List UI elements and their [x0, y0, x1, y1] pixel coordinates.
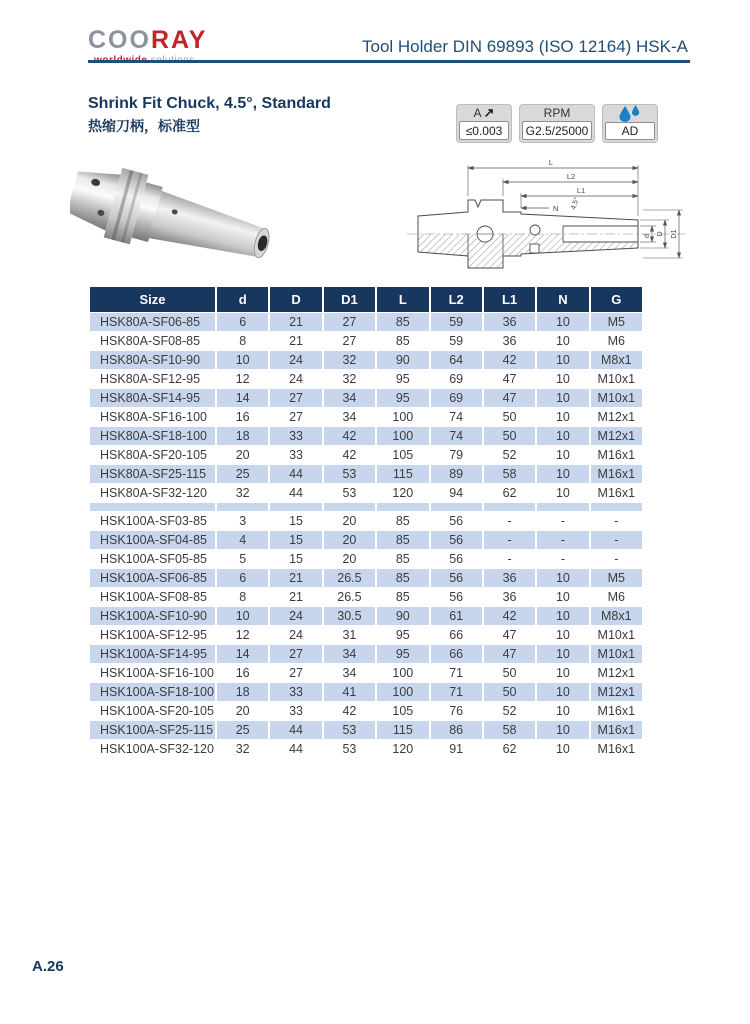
column-header-L2: L2: [431, 287, 482, 312]
value-cell: 95: [377, 389, 428, 407]
spacer-cell: [217, 503, 268, 511]
value-cell: M5: [591, 313, 642, 331]
value-cell: 36: [484, 332, 535, 350]
table-row: [90, 588, 642, 606]
value-cell: 10: [217, 351, 268, 369]
size-cell: HSK100A-SF32-120: [90, 740, 215, 758]
value-cell: 53: [324, 740, 375, 758]
value-cell: 4: [217, 531, 268, 549]
value-cell: 66: [431, 626, 482, 644]
table-row: [90, 550, 642, 568]
value-cell: 10: [537, 645, 588, 663]
size-cell: HSK80A-SF25-115: [90, 465, 215, 483]
value-cell: M12x1: [591, 664, 642, 682]
badge-rpm-top: [520, 105, 594, 121]
value-cell: 42: [324, 702, 375, 720]
value-cell: 115: [377, 721, 428, 739]
value-cell: -: [484, 512, 535, 530]
value-cell: 89: [431, 465, 482, 483]
value-cell: 74: [431, 427, 482, 445]
value-cell: 30.5: [324, 607, 375, 625]
value-cell: -: [591, 512, 642, 530]
size-cell: HSK100A-SF06-85: [90, 569, 215, 587]
value-cell: 14: [217, 389, 268, 407]
value-cell: 100: [377, 427, 428, 445]
value-cell: 20: [217, 446, 268, 464]
table-row: [90, 484, 642, 502]
value-cell: 50: [484, 664, 535, 682]
group-spacer-row: [90, 503, 642, 511]
value-cell: 44: [270, 484, 321, 502]
size-cell: HSK100A-SF16-100: [90, 664, 215, 682]
value-cell: 25: [217, 721, 268, 739]
value-cell: 94: [431, 484, 482, 502]
value-cell: 62: [484, 740, 535, 758]
column-header-D: D: [270, 287, 321, 312]
value-cell: -: [591, 531, 642, 549]
value-cell: 50: [484, 683, 535, 701]
value-cell: 105: [377, 446, 428, 464]
size-cell: HSK80A-SF12-95: [90, 370, 215, 388]
value-cell: 21: [270, 569, 321, 587]
value-cell: 31: [324, 626, 375, 644]
column-header-L: L: [377, 287, 428, 312]
value-cell: 95: [377, 370, 428, 388]
value-cell: 42: [484, 351, 535, 369]
value-cell: 27: [324, 332, 375, 350]
spacer-cell: [537, 503, 588, 511]
table-row: [90, 465, 642, 483]
value-cell: 25: [217, 465, 268, 483]
table-row: [90, 370, 642, 388]
value-cell: 52: [484, 702, 535, 720]
size-cell: HSK80A-SF06-85: [90, 313, 215, 331]
table-header-row: [90, 287, 642, 312]
value-cell: 34: [324, 645, 375, 663]
value-cell: 59: [431, 313, 482, 331]
value-cell: 5: [217, 550, 268, 568]
value-cell: 56: [431, 512, 482, 530]
value-cell: 42: [324, 427, 375, 445]
size-cell: HSK100A-SF14-95: [90, 645, 215, 663]
value-cell: 10: [537, 351, 588, 369]
table-row: [90, 408, 642, 426]
value-cell: 10: [537, 389, 588, 407]
dim-label-angle: 4.5°: [570, 196, 581, 211]
value-cell: -: [537, 512, 588, 530]
value-cell: 10: [537, 607, 588, 625]
value-cell: 34: [324, 664, 375, 682]
value-cell: 56: [431, 550, 482, 568]
value-cell: 61: [431, 607, 482, 625]
value-cell: 10: [537, 683, 588, 701]
spec-table-body: [90, 313, 642, 758]
value-cell: -: [537, 550, 588, 568]
value-cell: 18: [217, 683, 268, 701]
value-cell: M10x1: [591, 389, 642, 407]
product-photo: [70, 150, 312, 286]
table-row: [90, 607, 642, 625]
value-cell: 47: [484, 370, 535, 388]
size-cell: HSK80A-SF32-120: [90, 484, 215, 502]
table-row: [90, 721, 642, 739]
size-cell: HSK80A-SF18-100: [90, 427, 215, 445]
value-cell: 16: [217, 664, 268, 682]
value-cell: 90: [377, 607, 428, 625]
dim-label-L1: L1: [576, 186, 586, 195]
column-header-N: N: [537, 287, 588, 312]
spacer-cell: [591, 503, 642, 511]
value-cell: M16x1: [591, 721, 642, 739]
value-cell: M16x1: [591, 446, 642, 464]
size-cell: HSK100A-SF08-85: [90, 588, 215, 606]
value-cell: 47: [484, 389, 535, 407]
table-row: [90, 389, 642, 407]
value-cell: M8x1: [591, 351, 642, 369]
value-cell: 47: [484, 645, 535, 663]
value-cell: -: [537, 531, 588, 549]
value-cell: 10: [537, 313, 588, 331]
table-row: [90, 351, 642, 369]
size-cell: HSK100A-SF25-115: [90, 721, 215, 739]
value-cell: 41: [324, 683, 375, 701]
value-cell: 12: [217, 370, 268, 388]
value-cell: 15: [270, 531, 321, 549]
value-cell: 16: [217, 408, 268, 426]
value-cell: 32: [217, 484, 268, 502]
value-cell: 36: [484, 569, 535, 587]
value-cell: 32: [217, 740, 268, 758]
value-cell: 58: [484, 465, 535, 483]
value-cell: 33: [270, 427, 321, 445]
value-cell: 42: [324, 446, 375, 464]
column-header-size: Size: [90, 287, 215, 312]
table-row: [90, 531, 642, 549]
table-row: [90, 626, 642, 644]
value-cell: 85: [377, 588, 428, 606]
value-cell: 33: [270, 702, 321, 720]
value-cell: 20: [217, 702, 268, 720]
value-cell: 62: [484, 484, 535, 502]
value-cell: 44: [270, 740, 321, 758]
catalog-title: Tool Holder DIN 69893 (ISO 12164) HSK-A: [362, 37, 688, 56]
dim-label-N: N: [553, 204, 559, 213]
value-cell: 71: [431, 664, 482, 682]
spec-table-container: [88, 286, 644, 759]
logo-text-red: RAY: [150, 26, 208, 54]
value-cell: 66: [431, 645, 482, 663]
dim-label-L: L: [548, 158, 554, 167]
value-cell: 34: [324, 408, 375, 426]
value-cell: 24: [270, 626, 321, 644]
table-row: [90, 446, 642, 464]
size-cell: HSK100A-SF12-95: [90, 626, 215, 644]
value-cell: M10x1: [591, 370, 642, 388]
value-cell: 85: [377, 531, 428, 549]
arrow-up-right-icon: ↗: [483, 105, 495, 120]
value-cell: 69: [431, 370, 482, 388]
value-cell: 10: [537, 427, 588, 445]
value-cell: 44: [270, 721, 321, 739]
spacer-cell: [484, 503, 535, 511]
size-cell: HSK80A-SF10-90: [90, 351, 215, 369]
value-cell: 100: [377, 664, 428, 682]
runout-value: ≤0.003: [459, 121, 509, 140]
spacer-cell: [90, 503, 215, 511]
value-cell: 3: [217, 512, 268, 530]
table-row: [90, 313, 642, 331]
value-cell: 21: [270, 313, 321, 331]
value-cell: 20: [324, 531, 375, 549]
value-cell: 52: [484, 446, 535, 464]
value-cell: 85: [377, 332, 428, 350]
value-cell: 105: [377, 702, 428, 720]
rpm-label: RPM: [543, 106, 571, 120]
table-row: [90, 427, 642, 445]
value-cell: 50: [484, 408, 535, 426]
value-cell: 79: [431, 446, 482, 464]
technical-drawing: [403, 156, 690, 288]
value-cell: 36: [484, 588, 535, 606]
value-cell: 10: [217, 607, 268, 625]
value-cell: 86: [431, 721, 482, 739]
page-number: A.26: [32, 958, 64, 975]
table-row: [90, 740, 642, 758]
value-cell: 10: [537, 664, 588, 682]
size-cell: HSK100A-SF20-105: [90, 702, 215, 720]
value-cell: 15: [270, 550, 321, 568]
table-row: [90, 702, 642, 720]
column-header-d: d: [217, 287, 268, 312]
value-cell: 24: [270, 351, 321, 369]
value-cell: M12x1: [591, 683, 642, 701]
dim-label-D1: D1: [671, 229, 678, 239]
value-cell: 53: [324, 721, 375, 739]
water-drops-svg: [618, 105, 642, 122]
value-cell: M16x1: [591, 740, 642, 758]
value-cell: M16x1: [591, 465, 642, 483]
dim-label-d: d: [644, 234, 651, 238]
value-cell: 12: [217, 626, 268, 644]
spacer-cell: [324, 503, 375, 511]
value-cell: M8x1: [591, 607, 642, 625]
value-cell: 42: [484, 607, 535, 625]
value-cell: 10: [537, 626, 588, 644]
value-cell: M12x1: [591, 408, 642, 426]
value-cell: 8: [217, 332, 268, 350]
logo-wordmark: [88, 28, 207, 53]
value-cell: 10: [537, 702, 588, 720]
product-photo-svg: [70, 150, 312, 286]
logo-text-gray: COO: [88, 26, 151, 54]
value-cell: -: [484, 531, 535, 549]
value-cell: 8: [217, 588, 268, 606]
column-header-D1: D1: [324, 287, 375, 312]
value-cell: M6: [591, 332, 642, 350]
value-cell: 100: [377, 683, 428, 701]
value-cell: M10x1: [591, 645, 642, 663]
value-cell: 10: [537, 408, 588, 426]
value-cell: 71: [431, 683, 482, 701]
value-cell: 27: [270, 664, 321, 682]
badge-runout: [456, 104, 512, 143]
value-cell: 10: [537, 332, 588, 350]
value-cell: 120: [377, 484, 428, 502]
value-cell: 20: [324, 512, 375, 530]
value-cell: 10: [537, 721, 588, 739]
value-cell: 85: [377, 569, 428, 587]
value-cell: 33: [270, 446, 321, 464]
size-cell: HSK100A-SF05-85: [90, 550, 215, 568]
value-cell: 56: [431, 569, 482, 587]
value-cell: 120: [377, 740, 428, 758]
value-cell: M10x1: [591, 626, 642, 644]
value-cell: M16x1: [591, 702, 642, 720]
size-cell: HSK100A-SF18-100: [90, 683, 215, 701]
value-cell: -: [591, 550, 642, 568]
value-cell: 26.5: [324, 569, 375, 587]
size-cell: HSK100A-SF03-85: [90, 512, 215, 530]
runout-label: A: [473, 106, 482, 120]
coolant-value: AD: [605, 122, 655, 140]
value-cell: 95: [377, 626, 428, 644]
value-cell: 36: [484, 313, 535, 331]
value-cell: 32: [324, 370, 375, 388]
value-cell: 115: [377, 465, 428, 483]
value-cell: 27: [270, 408, 321, 426]
value-cell: 58: [484, 721, 535, 739]
dim-label-L2: L2: [566, 172, 576, 181]
value-cell: 56: [431, 531, 482, 549]
value-cell: 10: [537, 484, 588, 502]
value-cell: 59: [431, 332, 482, 350]
value-cell: 15: [270, 512, 321, 530]
value-cell: 56: [431, 588, 482, 606]
value-cell: 34: [324, 389, 375, 407]
spacer-cell: [270, 503, 321, 511]
value-cell: 10: [537, 588, 588, 606]
value-cell: 27: [270, 389, 321, 407]
value-cell: M16x1: [591, 484, 642, 502]
value-cell: 33: [270, 683, 321, 701]
product-title-en: Shrink Fit Chuck, 4.5°, Standard: [88, 95, 331, 112]
value-cell: 47: [484, 626, 535, 644]
dim-label-D: D: [657, 231, 664, 237]
value-cell: 32: [324, 351, 375, 369]
value-cell: 27: [324, 313, 375, 331]
value-cell: 24: [270, 370, 321, 388]
size-cell: HSK80A-SF08-85: [90, 332, 215, 350]
column-header-G: G: [591, 287, 642, 312]
table-row: [90, 664, 642, 682]
value-cell: 24: [270, 607, 321, 625]
value-cell: 53: [324, 484, 375, 502]
value-cell: 50: [484, 427, 535, 445]
value-cell: M6: [591, 588, 642, 606]
value-cell: 21: [270, 332, 321, 350]
badge-rpm: [519, 104, 595, 143]
rpm-value: G2.5/25000: [522, 121, 592, 140]
value-cell: M12x1: [591, 427, 642, 445]
size-cell: HSK100A-SF10-90: [90, 607, 215, 625]
value-cell: 6: [217, 313, 268, 331]
size-cell: HSK100A-SF04-85: [90, 531, 215, 549]
value-cell: 10: [537, 446, 588, 464]
value-cell: 44: [270, 465, 321, 483]
value-cell: 76: [431, 702, 482, 720]
technical-drawing-svg: [403, 156, 690, 288]
value-cell: 64: [431, 351, 482, 369]
size-cell: HSK80A-SF16-100: [90, 408, 215, 426]
table-row: [90, 332, 642, 350]
value-cell: 10: [537, 465, 588, 483]
spacer-cell: [377, 503, 428, 511]
product-title-zh: 热缩刀柄，标准型: [88, 118, 200, 134]
value-cell: 26.5: [324, 588, 375, 606]
table-row: [90, 683, 642, 701]
value-cell: 21: [270, 588, 321, 606]
value-cell: 53: [324, 465, 375, 483]
value-cell: 10: [537, 740, 588, 758]
value-cell: 85: [377, 550, 428, 568]
value-cell: 20: [324, 550, 375, 568]
value-cell: -: [484, 550, 535, 568]
spacer-cell: [431, 503, 482, 511]
spec-table: [88, 286, 644, 759]
value-cell: 18: [217, 427, 268, 445]
value-cell: 85: [377, 313, 428, 331]
badge-coolant: [602, 104, 658, 143]
value-cell: 69: [431, 389, 482, 407]
spec-badges: [456, 104, 658, 143]
table-row: [90, 645, 642, 663]
value-cell: 95: [377, 645, 428, 663]
column-header-L1: L1: [484, 287, 535, 312]
value-cell: 10: [537, 370, 588, 388]
value-cell: 14: [217, 645, 268, 663]
table-row: [90, 569, 642, 587]
value-cell: 91: [431, 740, 482, 758]
value-cell: 10: [537, 569, 588, 587]
water-drops-icon: [603, 105, 657, 122]
badge-runout-top: [457, 105, 511, 121]
value-cell: 6: [217, 569, 268, 587]
size-cell: HSK80A-SF14-95: [90, 389, 215, 407]
value-cell: 90: [377, 351, 428, 369]
value-cell: 74: [431, 408, 482, 426]
size-cell: HSK80A-SF20-105: [90, 446, 215, 464]
value-cell: 100: [377, 408, 428, 426]
value-cell: 85: [377, 512, 428, 530]
table-row: [90, 512, 642, 530]
value-cell: 27: [270, 645, 321, 663]
header-divider: [88, 60, 690, 63]
value-cell: M5: [591, 569, 642, 587]
